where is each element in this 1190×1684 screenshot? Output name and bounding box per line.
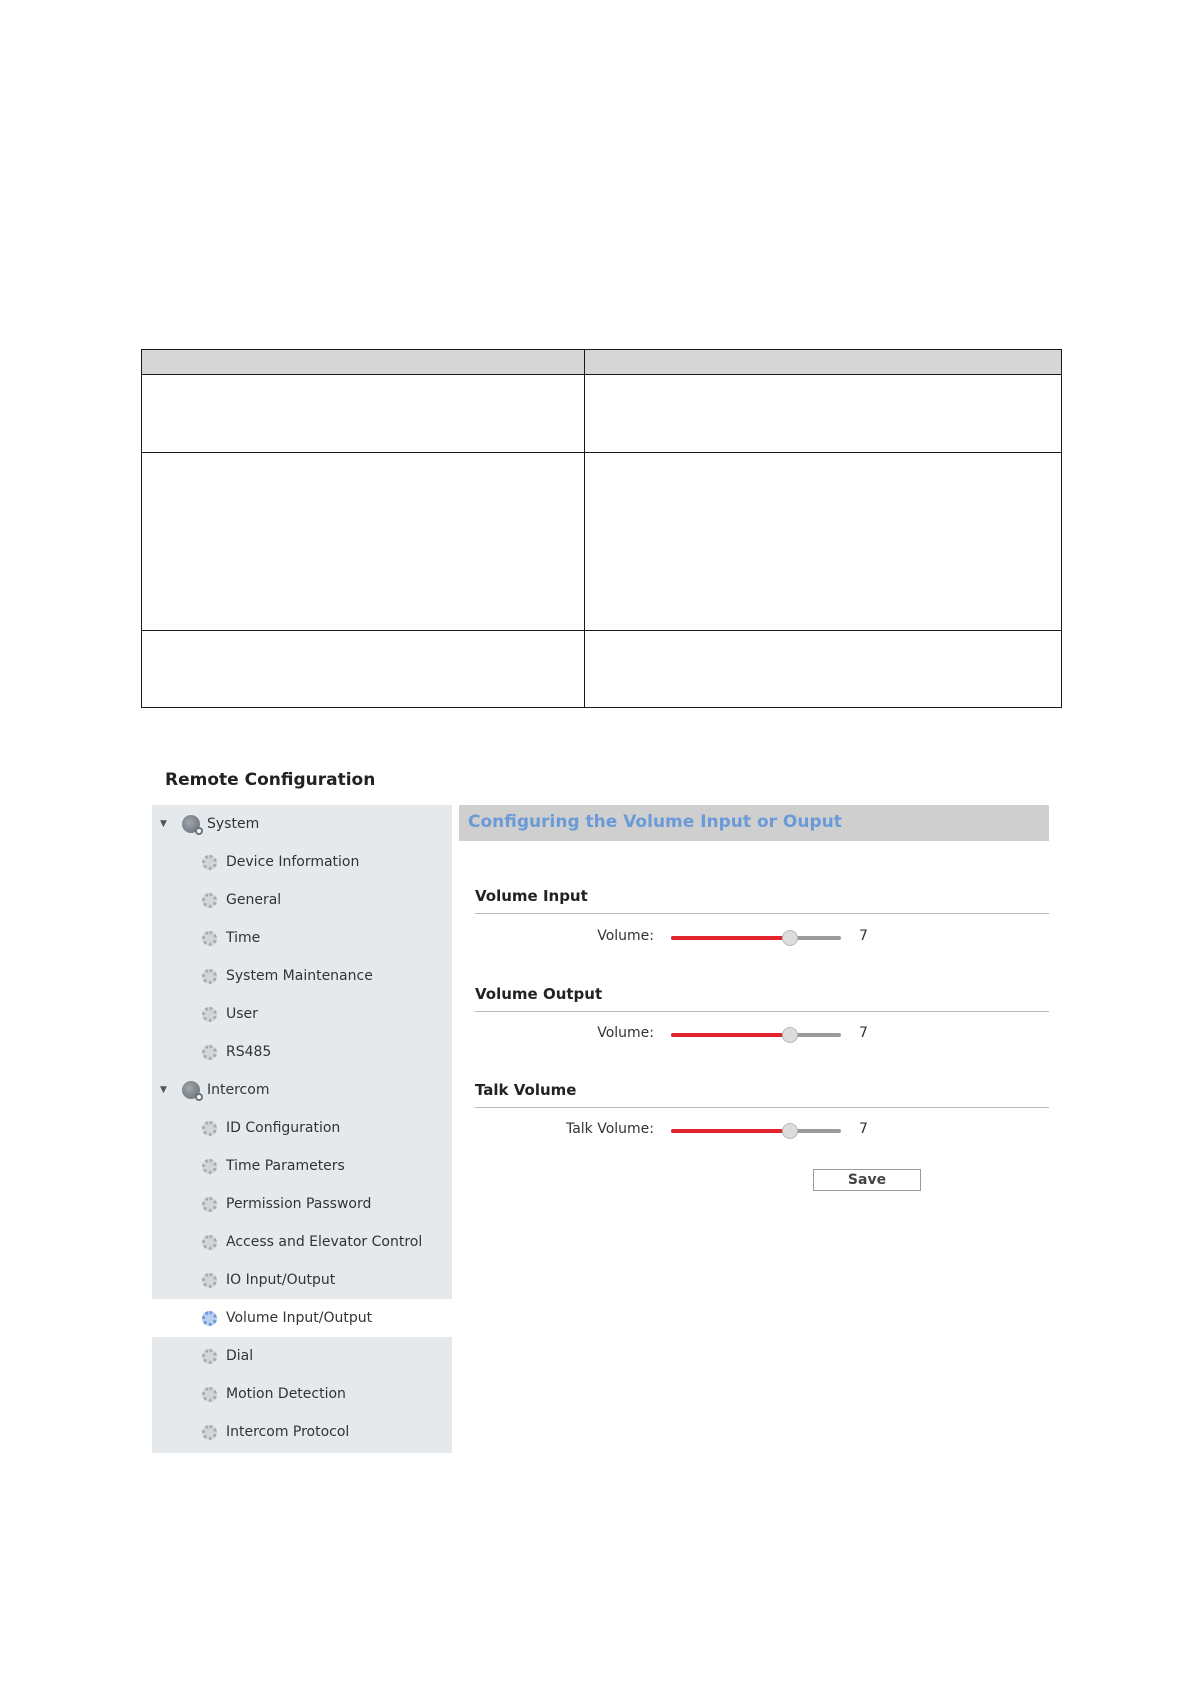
sidebar-item-system-maintenance[interactable] <box>152 957 452 995</box>
sidebar-group-label: System <box>207 816 260 832</box>
table-cell <box>142 375 585 453</box>
gear-icon <box>202 1045 217 1060</box>
gear-icon <box>202 1273 217 1288</box>
caret-down-icon[interactable]: ▼ <box>160 819 167 829</box>
sidebar-item-time-parameters[interactable] <box>152 1147 452 1185</box>
gear-icon <box>202 1007 217 1022</box>
gear-icon <box>202 893 217 908</box>
table-cell <box>585 631 1062 708</box>
table-row <box>142 375 1062 453</box>
sidebar-item-label: User <box>226 1006 258 1022</box>
globe-settings-icon <box>182 1081 200 1099</box>
caret-down-icon[interactable]: ▼ <box>160 1085 167 1095</box>
sidebar-item-label: Device Information <box>226 854 360 870</box>
sidebar-item-rs485[interactable] <box>152 1033 452 1071</box>
section-title-volume-output: Volume Output <box>475 985 603 1003</box>
sidebar-item-time[interactable] <box>152 919 452 957</box>
section-divider <box>475 913 1049 914</box>
sidebar-item-label: ID Configuration <box>226 1120 341 1136</box>
table-cell <box>585 453 1062 631</box>
section-divider <box>475 1011 1049 1012</box>
table-row <box>142 453 1062 631</box>
section-title-volume-input: Volume Input <box>475 887 588 905</box>
sidebar-item-label: Access and Elevator Control <box>226 1234 423 1250</box>
table-cell <box>142 631 585 708</box>
gear-icon <box>202 1311 217 1326</box>
table-header-cell <box>142 350 585 375</box>
save-button[interactable]: Save <box>813 1169 921 1191</box>
page-title: Remote Configuration <box>165 770 376 790</box>
sidebar <box>152 805 452 1453</box>
sidebar-item-general[interactable] <box>152 881 452 919</box>
gear-icon <box>202 1235 217 1250</box>
sidebar-group-intercom[interactable] <box>152 1071 452 1109</box>
talk-volume-value: 7 <box>859 1121 868 1137</box>
slider-fill <box>671 936 790 940</box>
sidebar-item-label: RS485 <box>226 1044 272 1060</box>
sidebar-group-label: Intercom <box>207 1082 270 1098</box>
sidebar-item-label: Intercom Protocol <box>226 1424 350 1440</box>
table-row <box>142 631 1062 708</box>
sidebar-item-label: Time Parameters <box>226 1158 345 1174</box>
gear-icon <box>202 855 217 870</box>
sidebar-item-dial[interactable] <box>152 1337 452 1375</box>
table-header-cell <box>585 350 1062 375</box>
panel-header: Configuring the Volume Input or Ouput <box>459 805 1049 841</box>
gear-icon <box>202 1425 217 1440</box>
sidebar-item-permission-password[interactable] <box>152 1185 452 1223</box>
sidebar-item-io-input-output[interactable] <box>152 1261 452 1299</box>
sidebar-item-label: General <box>226 892 282 908</box>
volume-input-label: Volume: <box>597 928 654 944</box>
slider-thumb[interactable] <box>782 1123 798 1139</box>
volume-output-value: 7 <box>859 1025 868 1041</box>
talk-volume-slider[interactable] <box>671 1129 841 1133</box>
sidebar-item-label: IO Input/Output <box>226 1272 336 1288</box>
gear-icon <box>202 969 217 984</box>
sidebar-item-access-and-elevator-control[interactable] <box>152 1223 452 1261</box>
volume-output-label: Volume: <box>597 1025 654 1041</box>
section-divider <box>475 1107 1049 1108</box>
sidebar-item-id-configuration[interactable] <box>152 1109 452 1147</box>
sidebar-item-label: System Maintenance <box>226 968 373 984</box>
slider-thumb[interactable] <box>782 930 798 946</box>
table-header-row <box>142 350 1062 375</box>
section-title-talk-volume: Talk Volume <box>475 1081 577 1099</box>
sidebar-item-label: Dial <box>226 1348 254 1364</box>
table-cell <box>585 375 1062 453</box>
sidebar-item-user[interactable] <box>152 995 452 1033</box>
document-table <box>141 349 1062 708</box>
sidebar-item-label: Permission Password <box>226 1196 372 1212</box>
volume-input-slider[interactable] <box>671 936 841 940</box>
slider-thumb[interactable] <box>782 1027 798 1043</box>
gear-icon <box>202 1349 217 1364</box>
sidebar-item-device-information[interactable] <box>152 843 452 881</box>
sidebar-item-volume-input-output[interactable] <box>152 1299 452 1337</box>
sidebar-item-label: Motion Detection <box>226 1386 346 1402</box>
gear-icon <box>202 1197 217 1212</box>
gear-icon <box>202 1121 217 1136</box>
slider-fill <box>671 1033 790 1037</box>
sidebar-item-motion-detection[interactable] <box>152 1375 452 1413</box>
sidebar-item-label: Volume Input/Output <box>226 1310 373 1326</box>
settings-panel <box>459 805 1049 1453</box>
gear-icon <box>202 1387 217 1402</box>
volume-output-slider[interactable] <box>671 1033 841 1037</box>
gear-icon <box>202 931 217 946</box>
talk-volume-label: Talk Volume: <box>565 1121 654 1137</box>
slider-fill <box>671 1129 790 1133</box>
table-cell <box>142 453 585 631</box>
sidebar-group-system[interactable] <box>152 805 452 843</box>
volume-input-value: 7 <box>859 928 868 944</box>
globe-settings-icon <box>182 815 200 833</box>
sidebar-item-label: Time <box>226 930 261 946</box>
gear-icon <box>202 1159 217 1174</box>
sidebar-item-intercom-protocol[interactable] <box>152 1413 452 1451</box>
